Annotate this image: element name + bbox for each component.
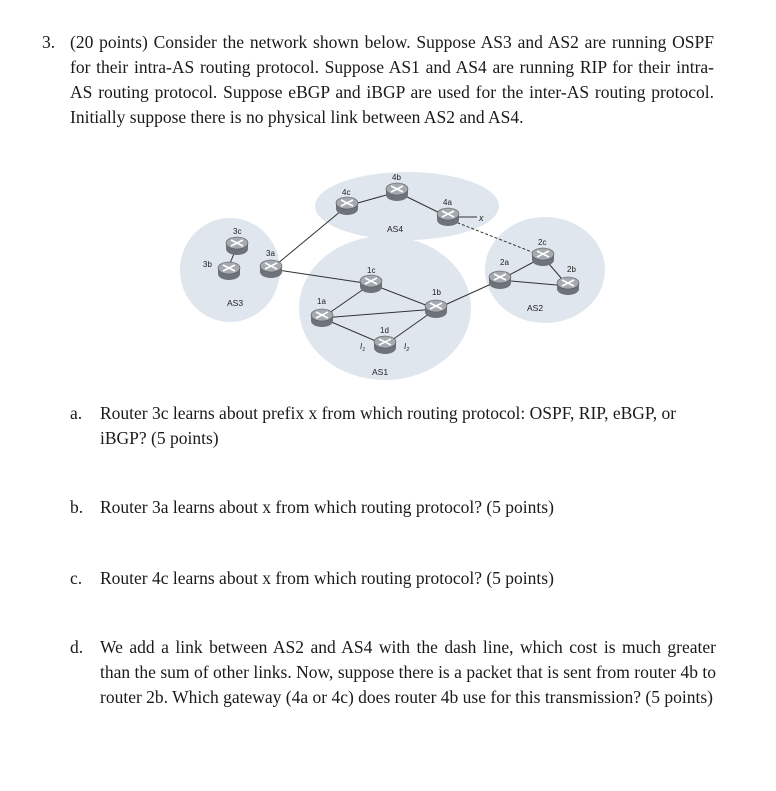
label-as2: AS2 [527, 303, 544, 313]
label-interface-2: $I_2$ [404, 342, 410, 353]
part-d [70, 635, 716, 710]
part-c-text: Router 4c learns about x from which routing protocol? (5 points) [100, 568, 554, 588]
as2-region [485, 217, 605, 323]
router-3c [226, 237, 248, 255]
label-interface-1: $I_1$ [360, 342, 366, 353]
router-3b [218, 262, 240, 280]
router-2c [532, 248, 554, 266]
router-4c [336, 197, 358, 215]
label-1a: 1a [317, 297, 326, 306]
router-4a [437, 208, 459, 226]
label-3a: 3a [266, 249, 275, 258]
router-1b [425, 300, 447, 318]
router-1c [360, 275, 382, 293]
question-text: (20 points) Consider the network shown below. Suppose AS3 and AS2 are running OSPF for their intra-AS routing protocol. Suppose AS1 and AS4 are running RIP for their intra-AS routing protocol. Suppose eBGP and iBGP are used for the inter-AS routing protocol. Initially suppose there is no physical link between AS2 and AS4. [70, 32, 714, 127]
label-1d: 1d [380, 326, 389, 335]
network-diagram [175, 168, 615, 383]
router-1a [311, 309, 333, 327]
label-as4: AS4 [387, 224, 404, 234]
part-a [70, 401, 716, 451]
part-d-label: d. [70, 637, 84, 657]
question-number: 3. [42, 32, 56, 52]
router-2b [557, 277, 579, 295]
part-b [70, 495, 716, 520]
part-d-text: We add a link between AS2 and AS4 with the dash line, which cost is much greater than the sum of other links. Now, suppose there is a packet that is sent from router 4b to router 2b. Which gateway (4a or 4c) does router 4b use for this transmission? (5 points) [100, 637, 716, 707]
part-c-label: c. [70, 568, 83, 588]
part-a-text: Router 3c learns about prefix x from which routing protocol: OSPF, RIP, eBGP, or iBGP? (5 points) [100, 403, 677, 448]
label-as3: AS3 [227, 298, 244, 308]
label-prefix-x: x [479, 213, 484, 223]
part-c [70, 566, 716, 591]
label-4b: 4b [392, 173, 401, 182]
part-a-label: a. [70, 403, 83, 423]
part-b-label: b. [70, 497, 84, 517]
label-1b: 1b [432, 288, 441, 297]
label-1c: 1c [367, 266, 376, 275]
router-3a [260, 260, 282, 278]
question-intro [42, 30, 714, 130]
label-2b: 2b [567, 265, 576, 274]
router-4b [386, 183, 408, 201]
label-2a: 2a [500, 258, 509, 267]
label-4c: 4c [342, 188, 351, 197]
label-as1: AS1 [372, 367, 389, 377]
label-3c: 3c [233, 227, 242, 236]
label-3b: 3b [203, 260, 212, 269]
part-b-text: Router 3a learns about x from which routing protocol? (5 points) [100, 497, 554, 517]
label-2c: 2c [538, 238, 547, 247]
router-2a [489, 271, 511, 289]
label-4a: 4a [443, 198, 452, 207]
router-1d [374, 336, 396, 354]
